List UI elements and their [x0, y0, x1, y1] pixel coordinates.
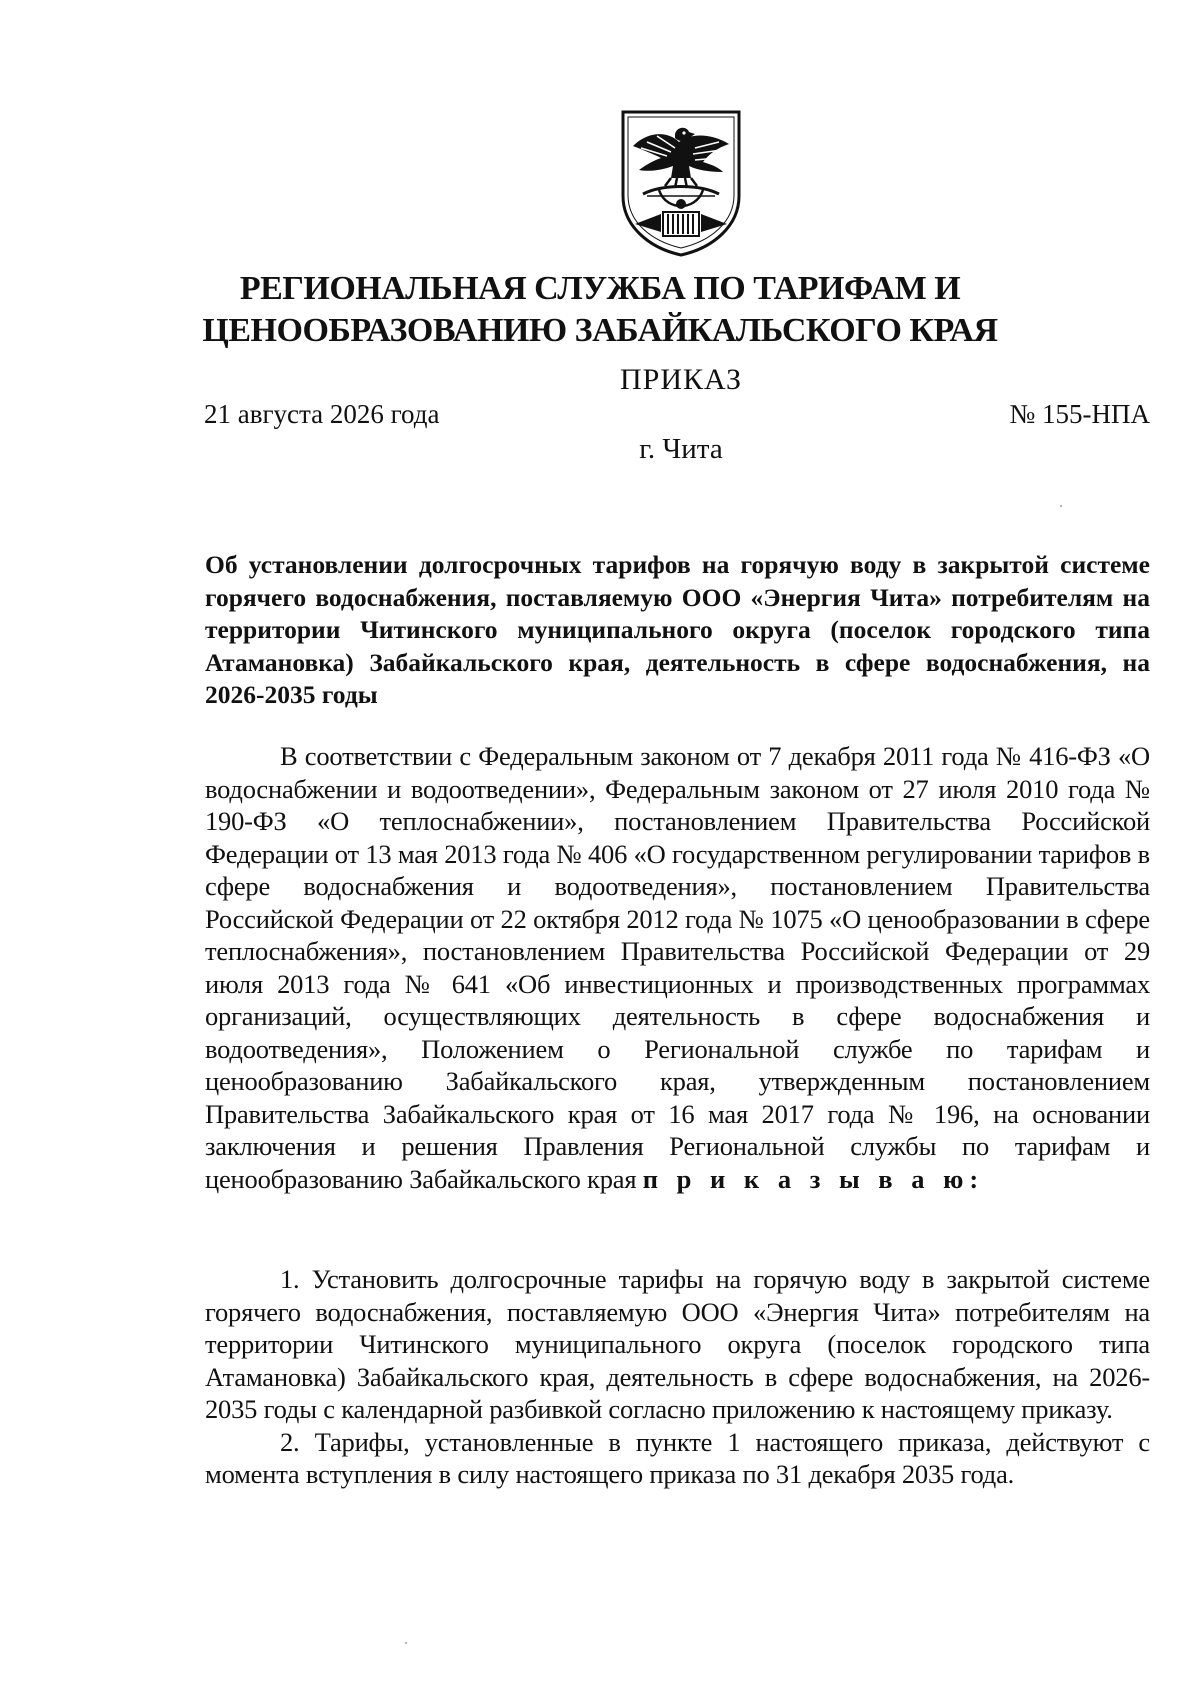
preamble [205, 740, 1150, 1195]
agency-name-line-2: ЦЕНООБРАЗОВАНИЮ ЗАБАЙКАЛЬСКОГО КРАЯ [202, 312, 998, 349]
document-subject: Об установлении долгосрочных тарифов на горячую воду в закрытой системе горячего водоснабжения, поставляемую ООО «Энергия Чита» потребителям на территории Читинского муниципального округа (поселок городского типа Атамановка) Забайкальского края, деятельность в сфере водоснабжения, на 2026-2035 годы [205, 550, 1150, 710]
document-date: 21 августа 2026 года [204, 399, 440, 429]
agency-name [200, 268, 1000, 352]
scan-speck [1060, 505, 1062, 507]
preamble-paragraph [205, 740, 1150, 1195]
preamble-text: В соответствии с Федеральным законом от 7 декабря 2011 года № 416-ФЗ «О водоснабжении и водоотведении», Федеральным законом от 27 июля 2010 года № 190-ФЗ «О теплоснабжении», постановлением Правительства Российской Федерации от 13 мая 2013 года № 406 «О государственном регулировании тарифов в сфере водоснабжения и водоотведения», постановлением Правительства Российской Федерации от 22 октября 2012 года № 1075 «О ценообразовании в сфере теплоснабжения», постановлением Правительства Российской Федерации от 29 июля 2013 года № 641 «Об инвестиционных и производственных программах организаций, осуществляющих деятельность в сфере водоснабжения и водоотведения», Положением о Региональной службе по тарифам и ценообразованию Забайкальского края, утвержденным постановлением Правительства Забайкальского края от 16 мая 2017 года № 196, на основании заключения и решения Правления Региональной службы по тарифам и ценообразованию Забайкальского края [205, 741, 1150, 1194]
clauses-list [205, 1263, 1150, 1491]
zabaikalsky-krai-coat-of-arms-icon [617, 108, 745, 258]
agency-name-line-1: РЕГИОНАЛЬНАЯ СЛУЖБА ПО ТАРИФАМ И [239, 270, 961, 307]
document-type: ПРИКАЗ [620, 363, 742, 396]
decree-word: п р и к а з ы в а ю: [642, 1163, 985, 1194]
document-number: № 155-НПА [1009, 399, 1150, 429]
document-city: г. Чита [639, 433, 723, 465]
scan-speck [405, 1642, 407, 1644]
clause-item: 1. Установить долгосрочные тарифы на горячую воду в закрытой системе горячего водоснабжения, поставляемую ООО «Энергия Чита» потребителям на территории Читинского муниципального округа (поселок городского типа Атамановка) Забайкальского края, деятельность в сфере водоснабжения, на 2026-2035 годы с календарной разбивкой согласно приложению к настоящему приказу. [205, 1264, 1150, 1424]
clause-item: 2. Тарифы, установленные в пункте 1 настоящего приказа, действуют с момента вступления в силу настоящего приказа по 31 декабря 2035 года. [205, 1426, 1150, 1489]
